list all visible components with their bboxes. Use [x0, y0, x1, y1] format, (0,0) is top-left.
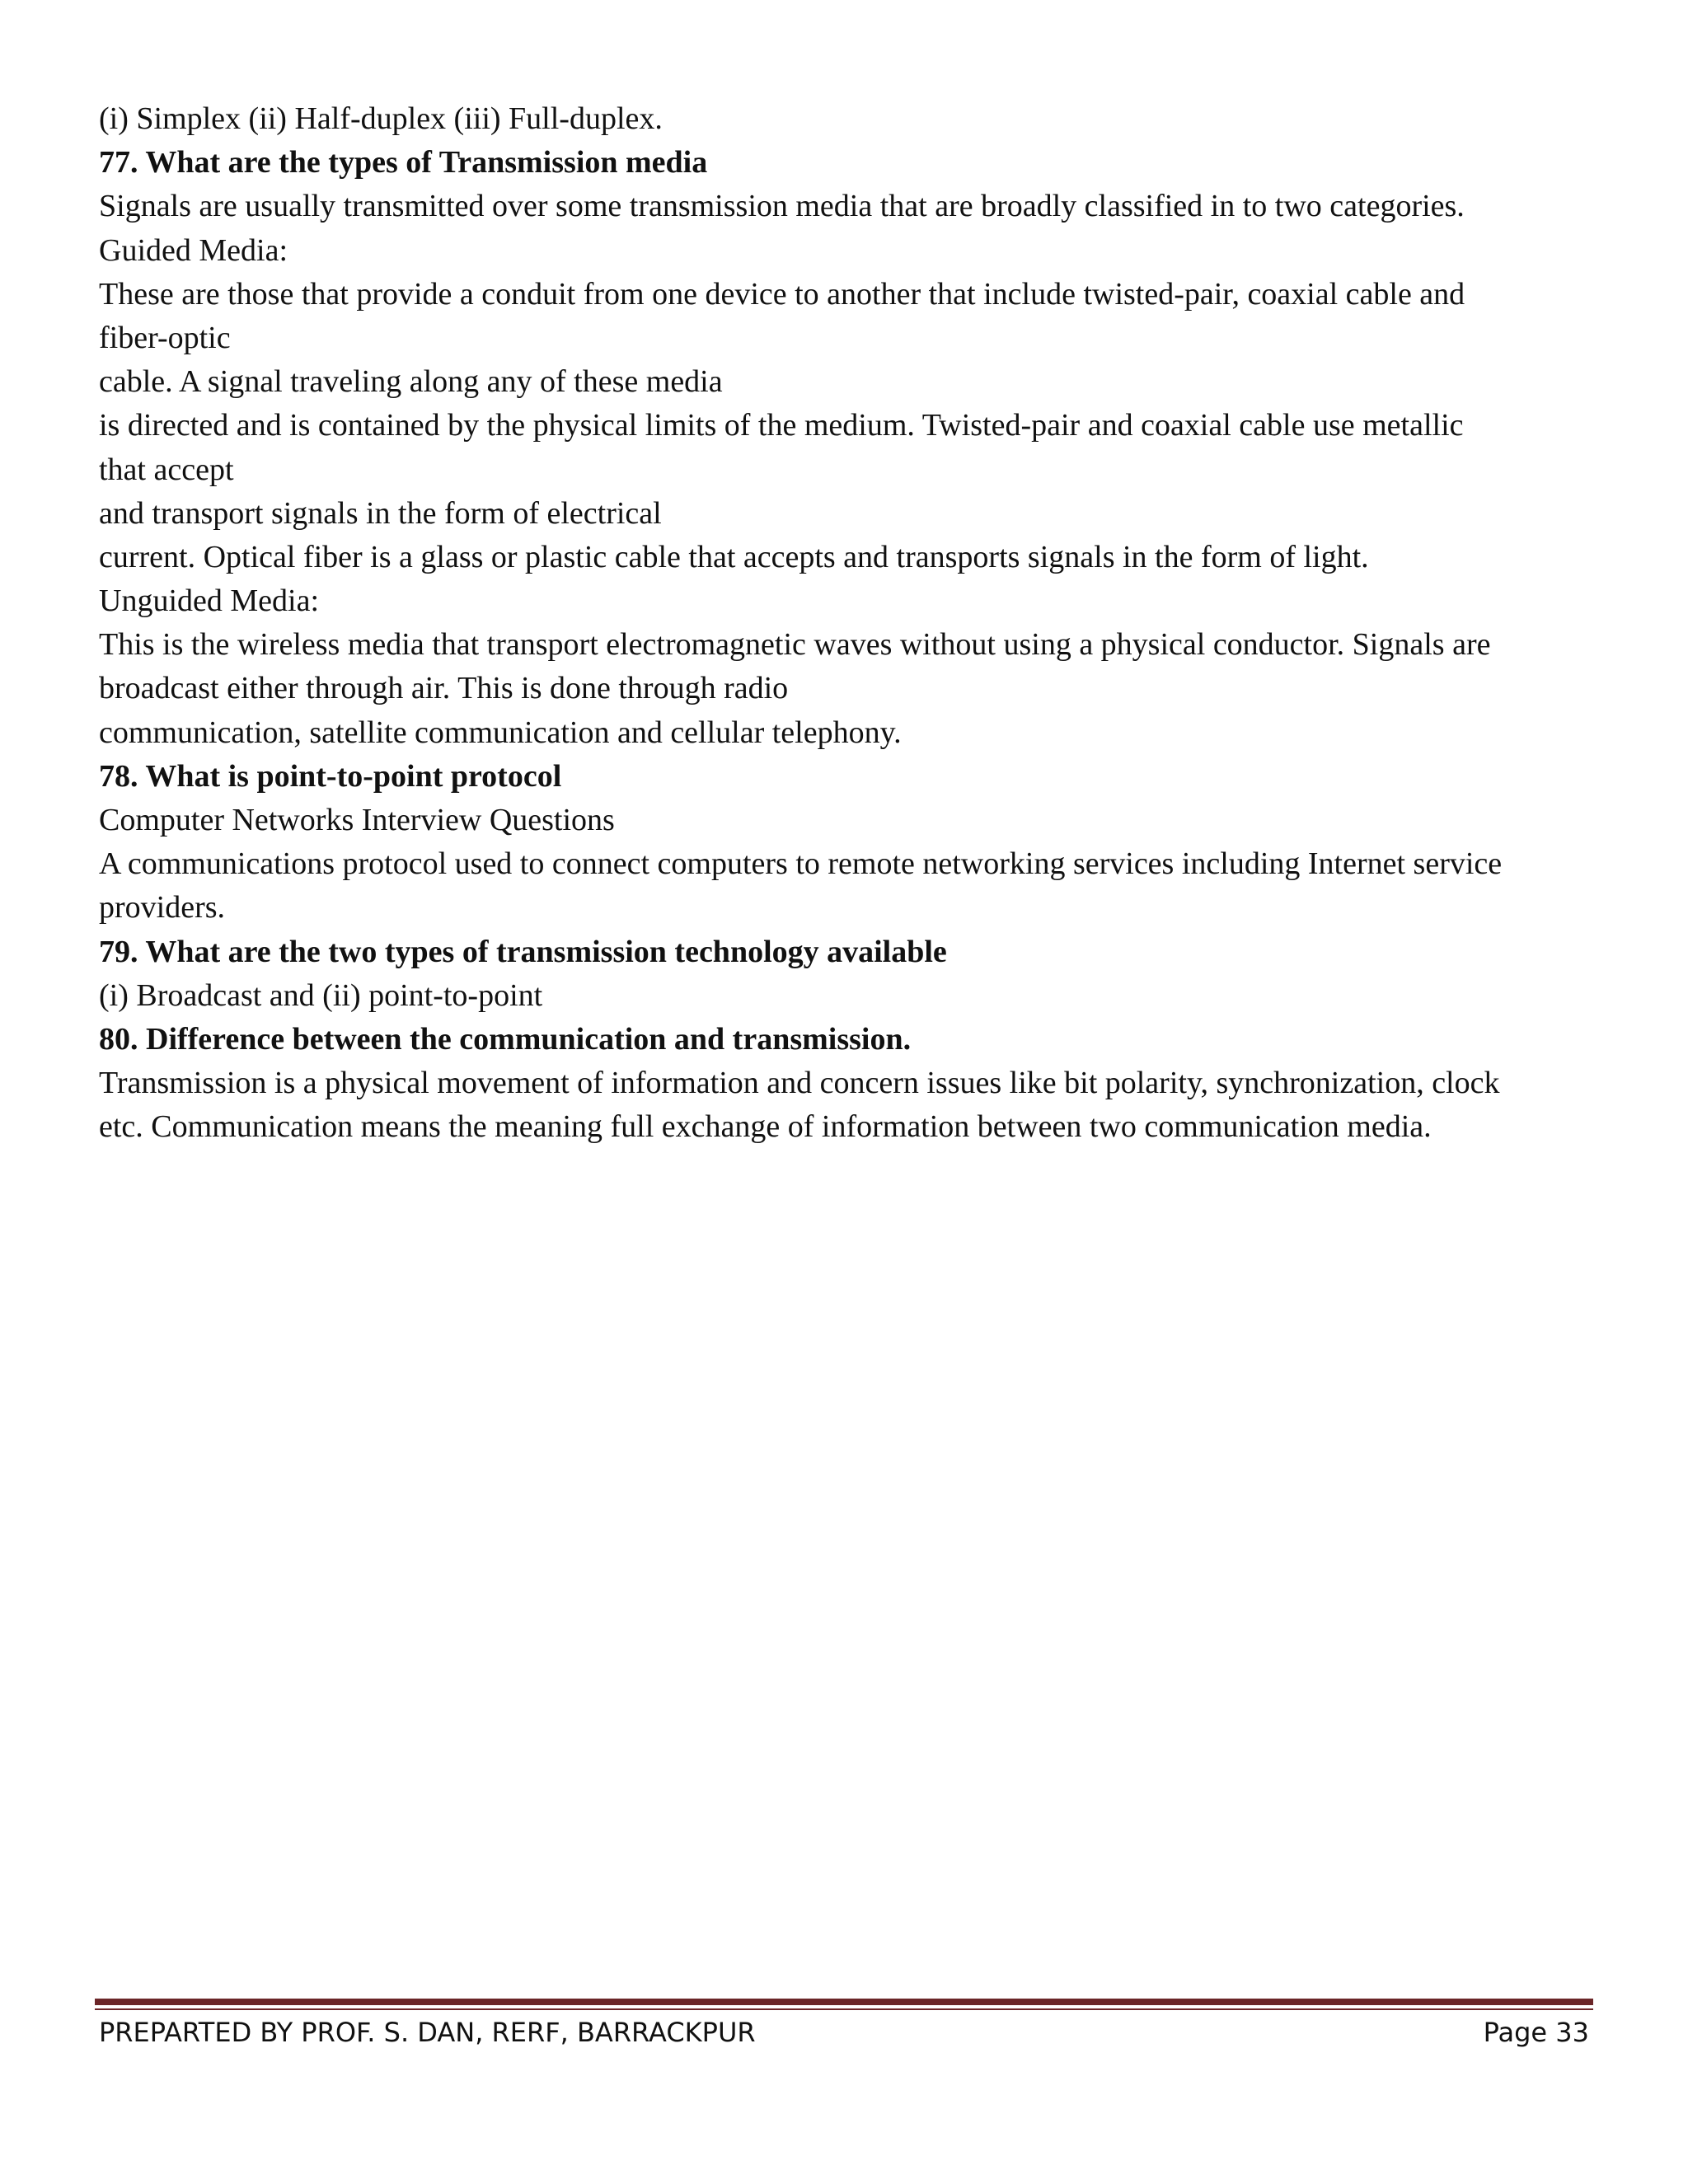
- page-body: [99, 97, 1599, 1150]
- text-line: etc. Communication means the meaning full exchange of information between two communication media.: [99, 1109, 1432, 1145]
- text-line: (i) Broadcast and (ii) point-to-point: [99, 977, 543, 1013]
- question-heading: 78. What is point-to-point protocol: [99, 758, 562, 794]
- text-line: Guided Media:: [99, 232, 288, 268]
- question-heading: 79. What are the two types of transmission technology available: [99, 934, 947, 969]
- text-line: fiber-optic: [99, 320, 231, 355]
- page-footer: [99, 2011, 1589, 2054]
- text-line: (i) Simplex (ii) Half-duplex (iii) Full-duplex.: [99, 101, 663, 136]
- text-line: Signals are usually transmitted over some transmission media that are broadly classified in to two categories.: [99, 189, 1465, 224]
- text-line: communication, satellite communication and cellular telephony.: [99, 715, 902, 750]
- text-line: and transport signals in the form of electrical: [99, 495, 662, 531]
- text-line: These are those that provide a conduit from one device to another that include twisted-pair, coaxial cable and: [99, 276, 1465, 312]
- footer-author: PREPARTED BY PROF. S. DAN, RERF, BARRACKPUR: [99, 2017, 756, 2048]
- text-line: Transmission is a physical movement of information and concern issues like bit polarity, synchronization, clock: [99, 1066, 1500, 1101]
- text-line: broadcast either through air. This is done through radio: [99, 671, 789, 706]
- footer-rule-thin: [95, 2008, 1593, 2010]
- question-heading: 80. Difference between the communication and transmission.: [99, 1021, 912, 1057]
- text-line: cable. A signal traveling along any of these media: [99, 364, 723, 400]
- footer-rule: [95, 1999, 1593, 2005]
- question-heading: 77. What are the types of Transmission media: [99, 145, 708, 180]
- text-line: This is the wireless media that transport electromagnetic waves without using a physical conductor. Signals are: [99, 627, 1491, 663]
- page-number: Page 33: [1483, 2017, 1589, 2048]
- text-line: is directed and is contained by the physical limits of the medium. Twisted-pair and coaxial cable use metallic: [99, 408, 1464, 443]
- text-line: A communications protocol used to connect computers to remote networking services including Internet service: [99, 846, 1503, 882]
- text-line: current. Optical fiber is a glass or plastic cable that accepts and transports signals in the form of light.: [99, 539, 1369, 574]
- text-line: Computer Networks Interview Questions: [99, 803, 615, 837]
- text-line: that accept: [99, 452, 234, 487]
- text-line: providers.: [99, 890, 226, 926]
- text-line: Unguided Media:: [99, 583, 320, 619]
